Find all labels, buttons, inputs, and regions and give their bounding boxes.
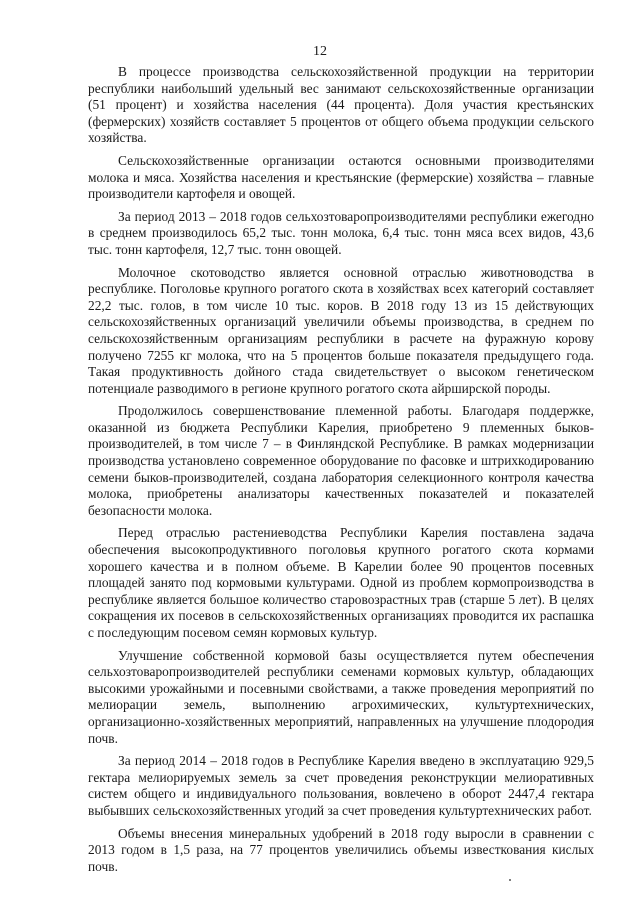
paragraph: Объемы внесения минеральных удобрений в 2018 году выросли в сравнении с 2013 годом в 1,5 раза, на 77 процентов увеличились объемы известкования кислых почв. <box>88 825 594 874</box>
paragraph: Сельскохозяйственные организации остаются основными производителями молока и мяса. Хозяйства населения и крестьянские (фермерские) хозяйства – главные производители картофеля и овощей. <box>88 152 594 202</box>
paragraph: За период 2014 – 2018 годов в Республике Карелия введено в эксплуатацию 929,5 гектара мелиорируемых земель за счет проведения реконструкции мелиоративных систем общего и индивидуального пользования, вовлечено в оборот 2447,4 гектара выбывших сельскохозяйственных угодий за счет проведения культуртехнических работ. <box>88 753 594 818</box>
paragraph: Улучшение собственной кормовой базы осуществляется путем обеспечения сельхозтоваропроизводителей республики семенами кормовых культур, обладающих высокими урожайными и посевными свойствами, а также проведения мероприятий по мелиорации земель, выполнению агрохимических, культуртехнических, организационно-хозяйственных мероприятий, направленных на улучшение плодородия почв. <box>88 647 594 746</box>
paragraph: В процессе производства сельскохозяйственной продукции на территории республики наибольший удельный вес занимают сельскохозяйственные организации (51 процент) и хозяйства населения (44 процента). Доля участия крестьянских (фермерских) хозяйств составляет 5 процентов от общего объема продукции сельского хозяйства. <box>88 64 594 146</box>
paragraph: За период 2013 – 2018 годов сельхозтоваропроизводителями республики ежегодно в среднем производилось 65,2 тыс. тонн молока, 6,4 тыс. тонн мяса всех видов, 43,6 тыс. тонн картофеля, 12,7 тыс. тонн овощей. <box>88 208 594 257</box>
scan-speck <box>509 879 511 881</box>
paragraph: Молочное скотоводство является основной отраслью животноводства в республике. Поголовье крупного рогатого скота в хозяйствах всех категорий составляет 22,2 тыс. голов, в том числе 10 тыс. коров. В 2018 году 13 из 15 действующих сельскохозяйственных организаций увеличили объемы производства, в среднем по сельскохозяйственным организациям республики в расчете на фуражную корову получено 7255 кг молока, что на 5 процентов больше показателя предыдущего года. Такая продуктивность дойного стада свидетельствует о высоком генетическом потенциале разводимого в регионе крупного рогатого скота айрширской породы. <box>88 264 594 396</box>
paragraph: Продолжилось совершенствование племенной работы. Благодаря поддержке, оказанной из бюджета Республики Карелия, приобретено 9 племенных быков-производителей, в том числе 7 – в Финляндской Республике. В рамках модернизации производства установлено современное оборудование по фасовке и штрихкодированию семени быков-производителей, создана лаборатория селекционного контроля качества молока, приобретены анализаторы качественных показателей и показателей безопасности молока. <box>88 403 594 518</box>
document-body <box>88 64 594 875</box>
paragraph: Перед отраслью растениеводства Республики Карелия поставлена задача обеспечения высокопродуктивного поголовья крупного рогатого скота кормами хорошего качества и в полном объеме. В Карелии более 90 процентов посевных площадей занято под кормовыми культурами. Одной из проблем кормопроизводства в республике является большое количество старовозрастных трав (старше 5 лет). В целях сокращения их посевов в сельскохозяйственных организациях проводится их распашка с последующим посевом семян кормовых культур. <box>88 525 594 640</box>
page-number: 12 <box>313 44 327 59</box>
